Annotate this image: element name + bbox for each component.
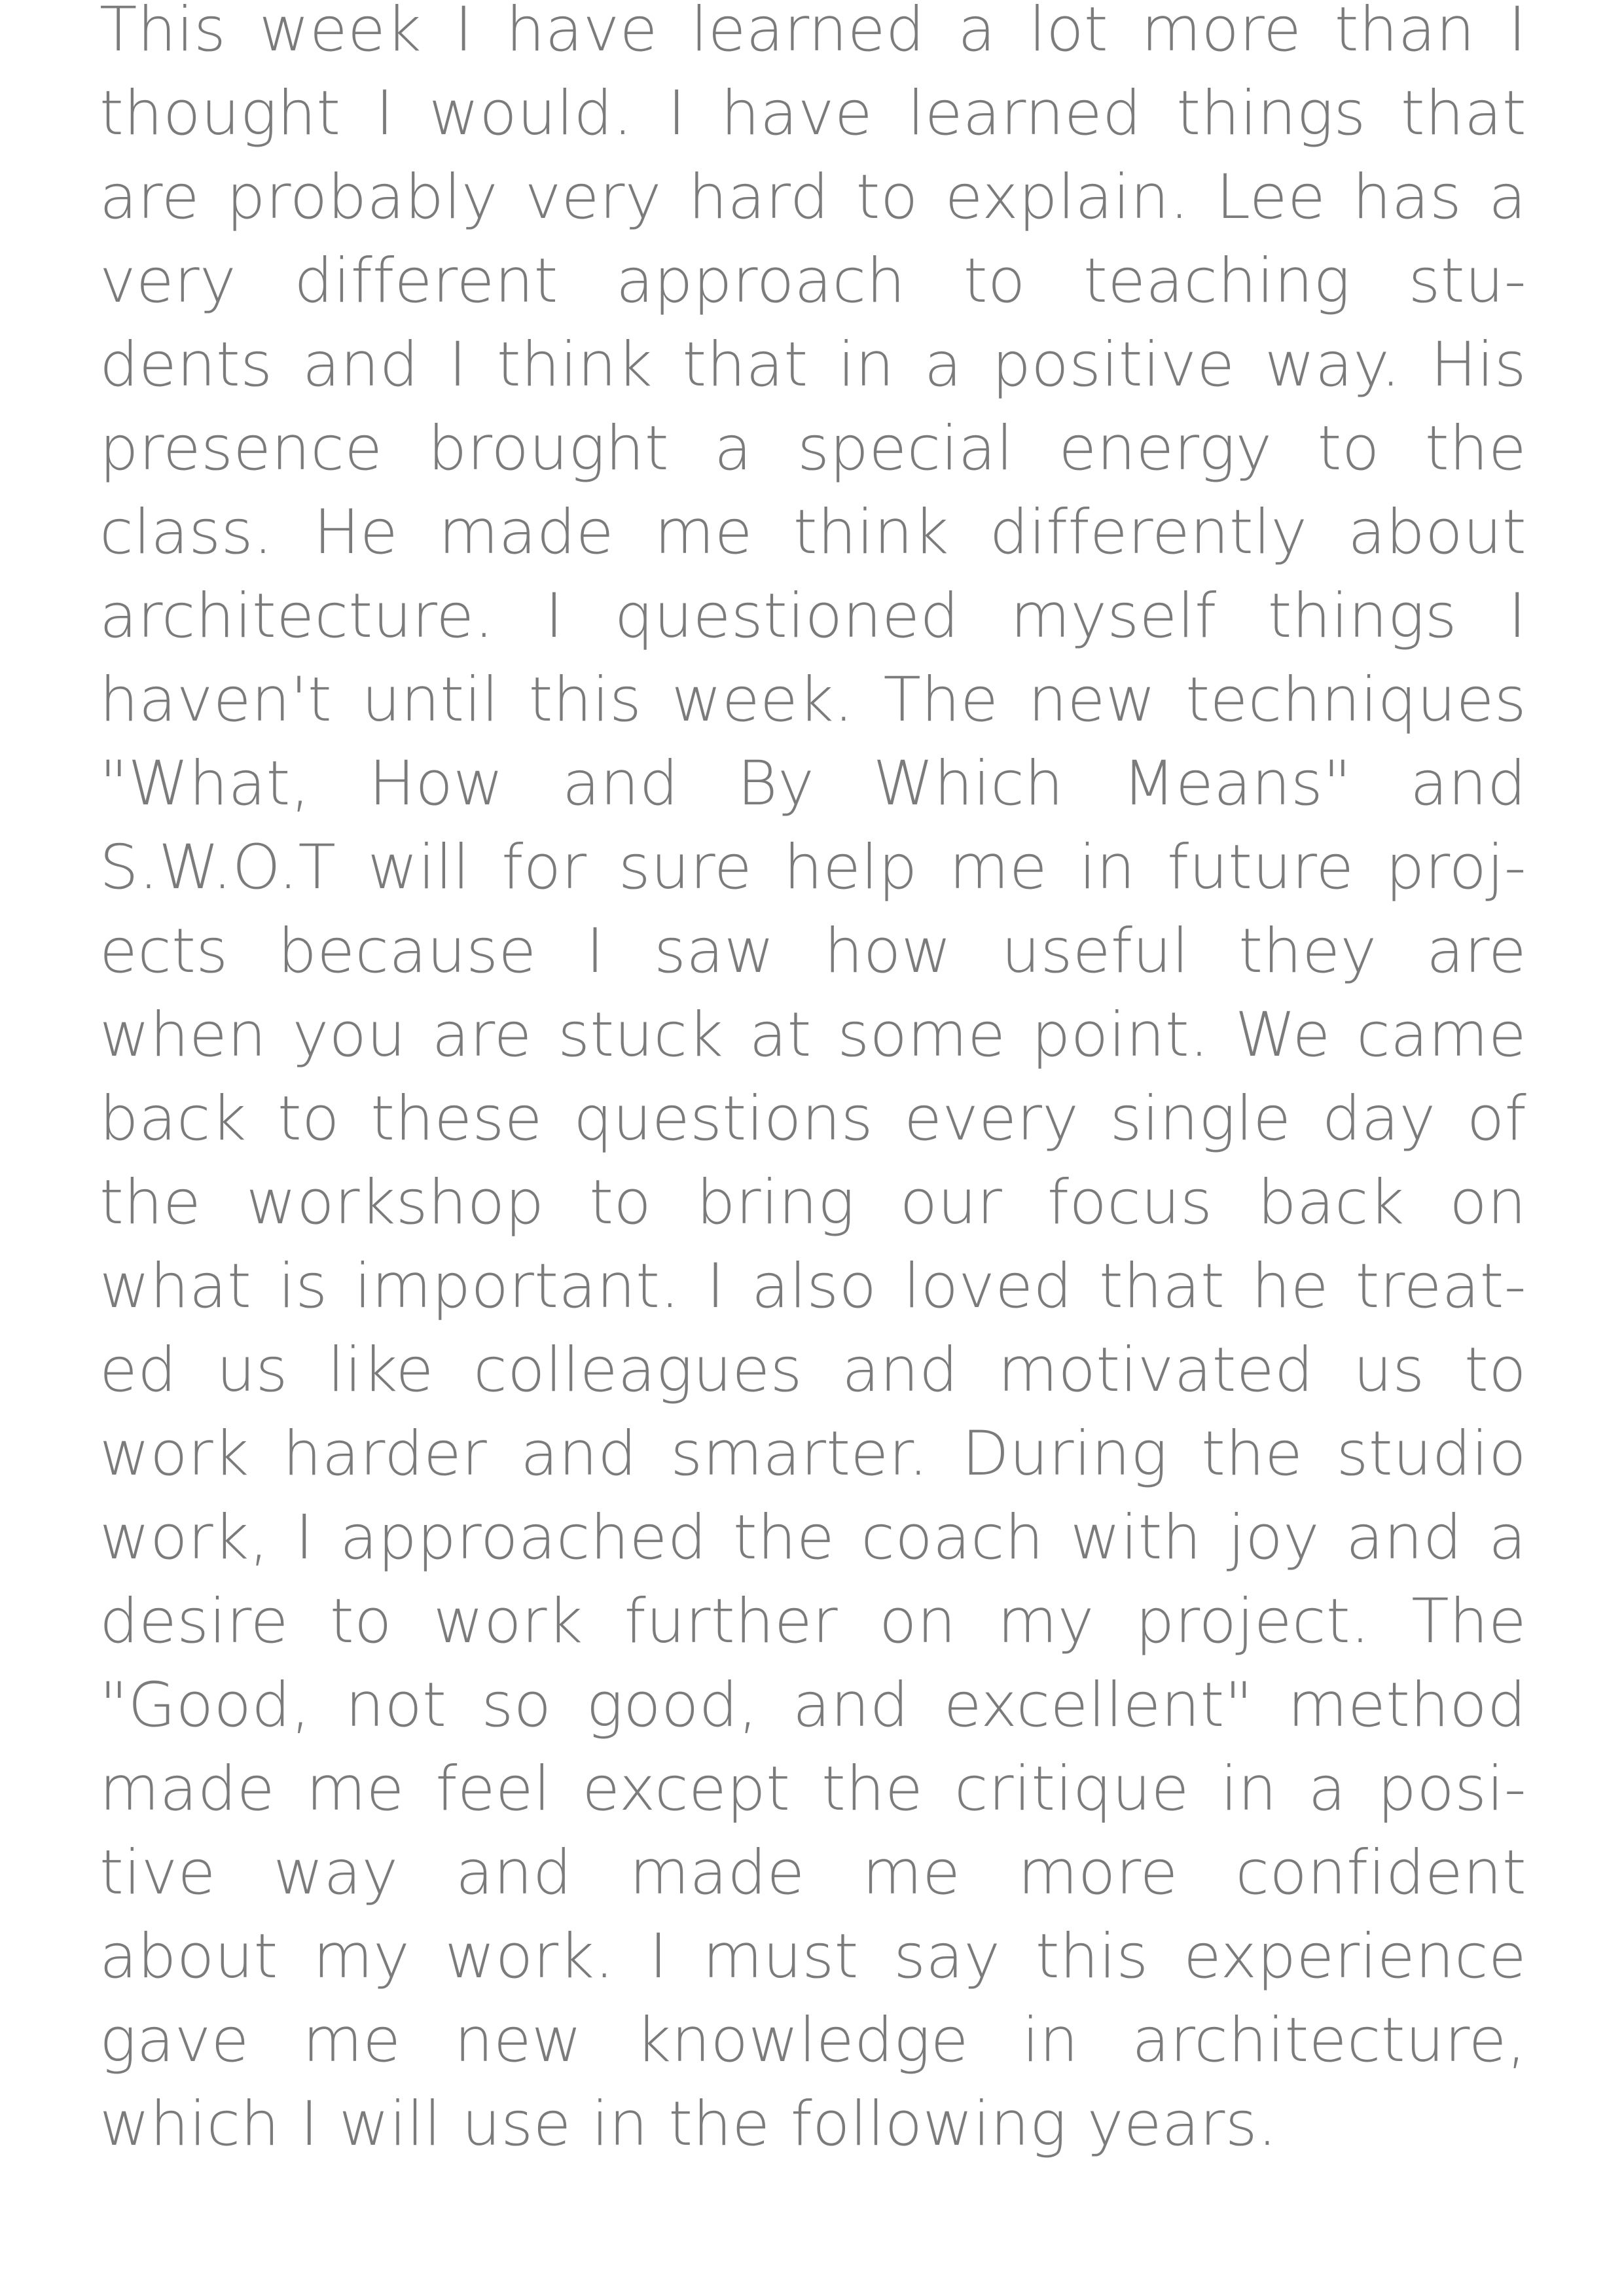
paragraph-line: ects because I saw how useful they are bbox=[99, 916, 1526, 987]
paragraph-line: when you are stuck at some point. We came bbox=[99, 999, 1526, 1071]
paragraph-line: desire to work further on my project. The bbox=[99, 1586, 1526, 1657]
paragraph-line: "Good, not so good, and excellent" method bbox=[99, 1670, 1526, 1741]
paragraph-line: made me feel except the critique in a posi- bbox=[99, 1753, 1526, 1825]
paragraph-line: haven't until this week. The new techniques bbox=[99, 664, 1526, 736]
paragraph-line: class. He made me think differently about bbox=[99, 497, 1526, 568]
paragraph-line: work harder and smarter. During the studio bbox=[99, 1418, 1526, 1490]
paragraph-line: tive way and made me more confident bbox=[99, 1837, 1526, 1909]
paragraph-line: work, I approached the coach with joy and a bbox=[99, 1502, 1526, 1573]
paragraph-line: very different approach to teaching stu- bbox=[99, 245, 1526, 317]
paragraph-line: about my work. I must say this experience bbox=[99, 1921, 1526, 1992]
paragraph-line: dents and I think that in a positive way. His bbox=[99, 329, 1526, 401]
paragraph-line-last: which I will use in the following years. bbox=[99, 2089, 1278, 2160]
paragraph-line: This week I have learned a lot more than I bbox=[99, 0, 1526, 65]
paragraph-line: architecture. I questioned myself things I bbox=[99, 581, 1526, 652]
paragraph-line: are probably very hard to explain. Lee has a bbox=[99, 162, 1526, 233]
paragraph-line: S.W.O.T will for sure help me in future proj- bbox=[99, 832, 1526, 903]
paragraph-line: back to these questions every single day of bbox=[99, 1083, 1526, 1155]
paragraph-line: "What, How and By Which Means" and bbox=[99, 748, 1526, 819]
paragraph-line: ed us like colleagues and motivated us to bbox=[99, 1335, 1526, 1406]
paragraph-line: presence brought a special energy to the bbox=[99, 413, 1526, 484]
paragraph-line: what is important. I also loved that he treat- bbox=[99, 1251, 1526, 1322]
paragraph-line: the workshop to bring our focus back on bbox=[99, 1167, 1526, 1238]
paragraph-line: gave me new knowledge in architecture, bbox=[99, 2005, 1526, 2076]
reflection-paragraph bbox=[99, 0, 1526, 2166]
paragraph-line: thought I would. I have learned things that bbox=[99, 78, 1526, 149]
